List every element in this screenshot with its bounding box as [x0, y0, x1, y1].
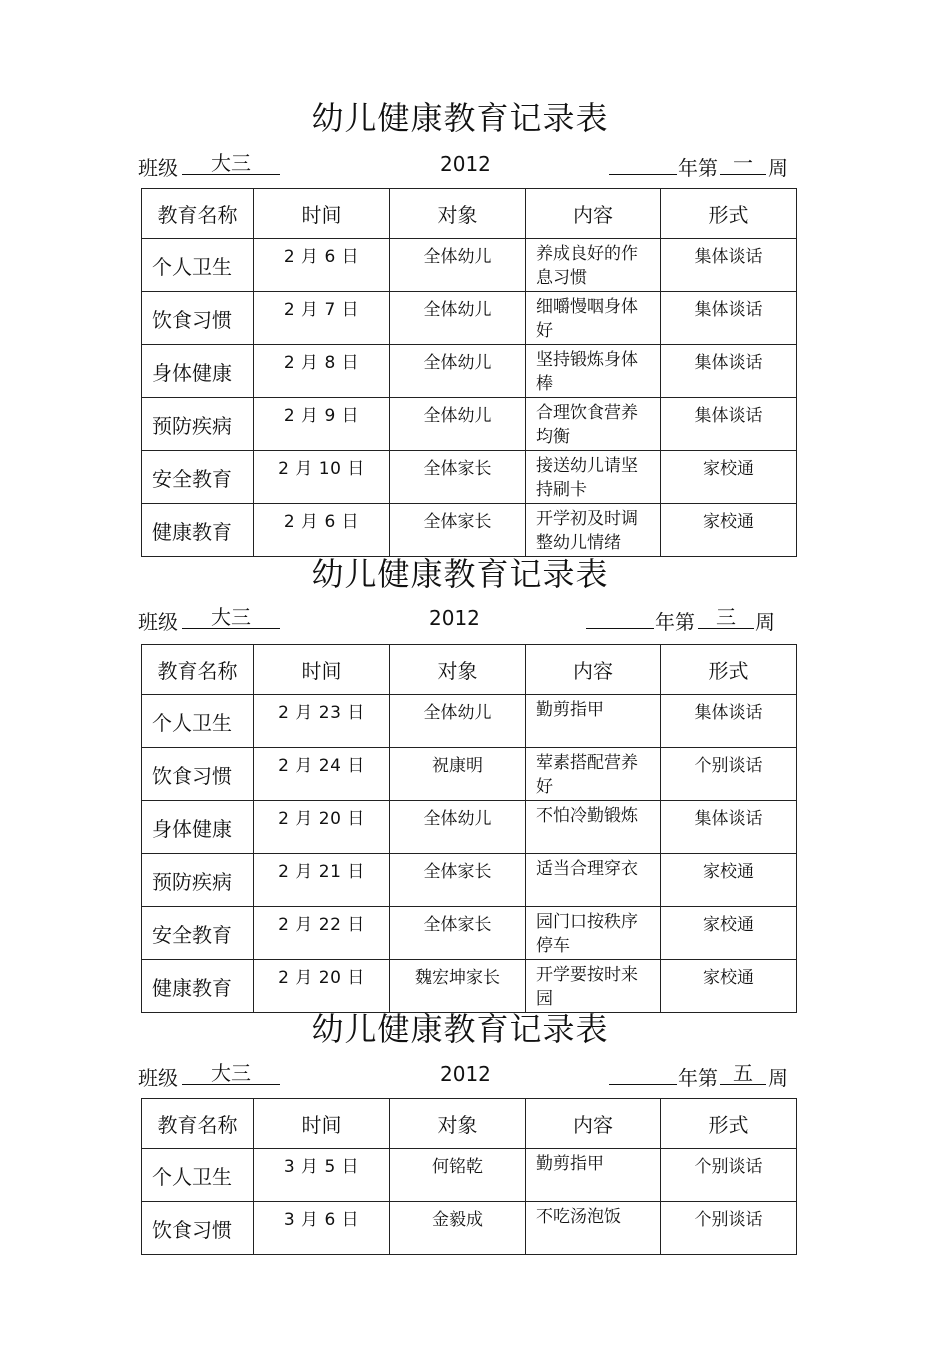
table-row [142, 907, 797, 960]
cell-time: 2 月 24 日 [254, 748, 390, 801]
table-row [142, 1202, 797, 1255]
record-table [141, 1098, 797, 1255]
cell-time: 2 月 21 日 [254, 854, 390, 907]
cell-time: 2 月 6 日 [254, 239, 390, 292]
cell-name: 个人卫生 [142, 239, 254, 292]
table-header-row [142, 1099, 797, 1149]
table-row [142, 398, 797, 451]
header-name: 教育名称 [142, 189, 254, 239]
cell-form: 集体谈话 [661, 292, 797, 345]
section-title: 幼儿健康教育记录表 [311, 99, 609, 137]
header-time: 时间 [254, 645, 390, 695]
cell-content: 勤剪指甲 [526, 695, 661, 748]
cell-time: 2 月 7 日 [254, 292, 390, 345]
week-value: 五 [720, 1062, 766, 1085]
cell-form: 家校通 [661, 504, 797, 557]
cell-target: 全体幼儿 [390, 345, 526, 398]
header-time: 时间 [254, 1099, 390, 1149]
year-value: 2012 [440, 152, 491, 176]
cell-name: 安全教育 [142, 451, 254, 504]
week-label: 周 [755, 610, 775, 634]
cell-content: 园门口按秩序停车 [526, 907, 661, 960]
week-value: 三 [698, 606, 754, 629]
year-value: 2012 [429, 606, 480, 630]
cell-content: 不怕冷勤锻炼 [526, 801, 661, 854]
cell-content: 细嚼慢咽身体好 [526, 292, 661, 345]
table-row [142, 239, 797, 292]
year-blank [586, 606, 654, 629]
week-label: 周 [768, 156, 788, 180]
cell-form: 家校通 [661, 960, 797, 1013]
cell-name: 身体健康 [142, 801, 254, 854]
cell-content: 不吃汤泡饭 [526, 1202, 661, 1255]
cell-content: 养成良好的作息习惯 [526, 239, 661, 292]
cell-content: 坚持锻炼身体棒 [526, 345, 661, 398]
cell-time: 2 月 6 日 [254, 504, 390, 557]
table-row [142, 854, 797, 907]
class-value: 大三 [182, 1062, 280, 1085]
cell-time: 2 月 20 日 [254, 801, 390, 854]
cell-time: 2 月 22 日 [254, 907, 390, 960]
cell-target: 魏宏坤家长 [390, 960, 526, 1013]
class-value: 大三 [182, 606, 280, 629]
cell-time: 3 月 6 日 [254, 1202, 390, 1255]
year-blank [609, 152, 677, 175]
header-form: 形式 [661, 189, 797, 239]
table-row [142, 748, 797, 801]
cell-form: 集体谈话 [661, 398, 797, 451]
cell-content: 勤剪指甲 [526, 1149, 661, 1202]
cell-name: 预防疾病 [142, 398, 254, 451]
class-label: 班级 [138, 610, 178, 634]
header-content: 内容 [526, 1099, 661, 1149]
week-label: 周 [768, 1066, 788, 1090]
header-target: 对象 [390, 645, 526, 695]
table-row [142, 345, 797, 398]
header-content: 内容 [526, 645, 661, 695]
year-blank [609, 1062, 677, 1085]
cell-target: 何铭乾 [390, 1149, 526, 1202]
table-header-row [142, 645, 797, 695]
cell-name: 个人卫生 [142, 695, 254, 748]
cell-target: 全体家长 [390, 451, 526, 504]
section-info-line [0, 152, 950, 182]
class-label: 班级 [138, 156, 178, 180]
cell-form: 集体谈话 [661, 695, 797, 748]
record-table [141, 188, 797, 557]
cell-form: 集体谈话 [661, 801, 797, 854]
cell-name: 饮食习惯 [142, 292, 254, 345]
cell-target: 全体幼儿 [390, 695, 526, 748]
cell-form: 个别谈话 [661, 748, 797, 801]
header-target: 对象 [390, 1099, 526, 1149]
cell-form: 家校通 [661, 854, 797, 907]
cell-content: 适当合理穿衣 [526, 854, 661, 907]
cell-target: 全体家长 [390, 907, 526, 960]
cell-form: 个别谈话 [661, 1149, 797, 1202]
record-table [141, 644, 797, 1013]
cell-content: 接送幼儿请坚持刷卡 [526, 451, 661, 504]
year-week-label: 年第 [655, 610, 695, 634]
class-label: 班级 [138, 1066, 178, 1090]
table-row [142, 292, 797, 345]
cell-target: 全体幼儿 [390, 239, 526, 292]
table-row [142, 801, 797, 854]
cell-name: 健康教育 [142, 960, 254, 1013]
section-title: 幼儿健康教育记录表 [311, 555, 609, 593]
table-header-row [142, 189, 797, 239]
cell-target: 全体幼儿 [390, 292, 526, 345]
cell-time: 2 月 8 日 [254, 345, 390, 398]
cell-form: 集体谈话 [661, 345, 797, 398]
cell-content: 合理饮食营养均衡 [526, 398, 661, 451]
cell-target: 全体幼儿 [390, 398, 526, 451]
header-form: 形式 [661, 645, 797, 695]
header-time: 时间 [254, 189, 390, 239]
section-info-line [0, 1062, 950, 1092]
header-content: 内容 [526, 189, 661, 239]
cell-target: 全体幼儿 [390, 801, 526, 854]
class-value: 大三 [182, 152, 280, 175]
cell-form: 集体谈话 [661, 239, 797, 292]
table-row [142, 695, 797, 748]
header-name: 教育名称 [142, 645, 254, 695]
cell-target: 金毅成 [390, 1202, 526, 1255]
cell-content: 荤素搭配营养好 [526, 748, 661, 801]
year-week-label: 年第 [678, 1066, 718, 1090]
header-form: 形式 [661, 1099, 797, 1149]
cell-target: 祝康明 [390, 748, 526, 801]
table-row [142, 1149, 797, 1202]
cell-name: 健康教育 [142, 504, 254, 557]
cell-name: 安全教育 [142, 907, 254, 960]
cell-name: 预防疾病 [142, 854, 254, 907]
cell-name: 个人卫生 [142, 1149, 254, 1202]
cell-time: 2 月 9 日 [254, 398, 390, 451]
cell-name: 饮食习惯 [142, 748, 254, 801]
header-target: 对象 [390, 189, 526, 239]
cell-target: 全体家长 [390, 504, 526, 557]
cell-time: 2 月 23 日 [254, 695, 390, 748]
cell-name: 饮食习惯 [142, 1202, 254, 1255]
cell-time: 2 月 20 日 [254, 960, 390, 1013]
cell-content: 开学要按时来园 [526, 960, 661, 1013]
section-title: 幼儿健康教育记录表 [311, 1010, 609, 1048]
week-value: 一 [720, 152, 766, 175]
table-row [142, 451, 797, 504]
section-info-line [0, 606, 950, 636]
cell-target: 全体家长 [390, 854, 526, 907]
cell-form: 家校通 [661, 451, 797, 504]
cell-form: 家校通 [661, 907, 797, 960]
year-value: 2012 [440, 1062, 491, 1086]
cell-content: 开学初及时调整幼儿情绪 [526, 504, 661, 557]
cell-time: 2 月 10 日 [254, 451, 390, 504]
cell-name: 身体健康 [142, 345, 254, 398]
cell-time: 3 月 5 日 [254, 1149, 390, 1202]
cell-form: 个别谈话 [661, 1202, 797, 1255]
year-week-label: 年第 [678, 156, 718, 180]
header-name: 教育名称 [142, 1099, 254, 1149]
